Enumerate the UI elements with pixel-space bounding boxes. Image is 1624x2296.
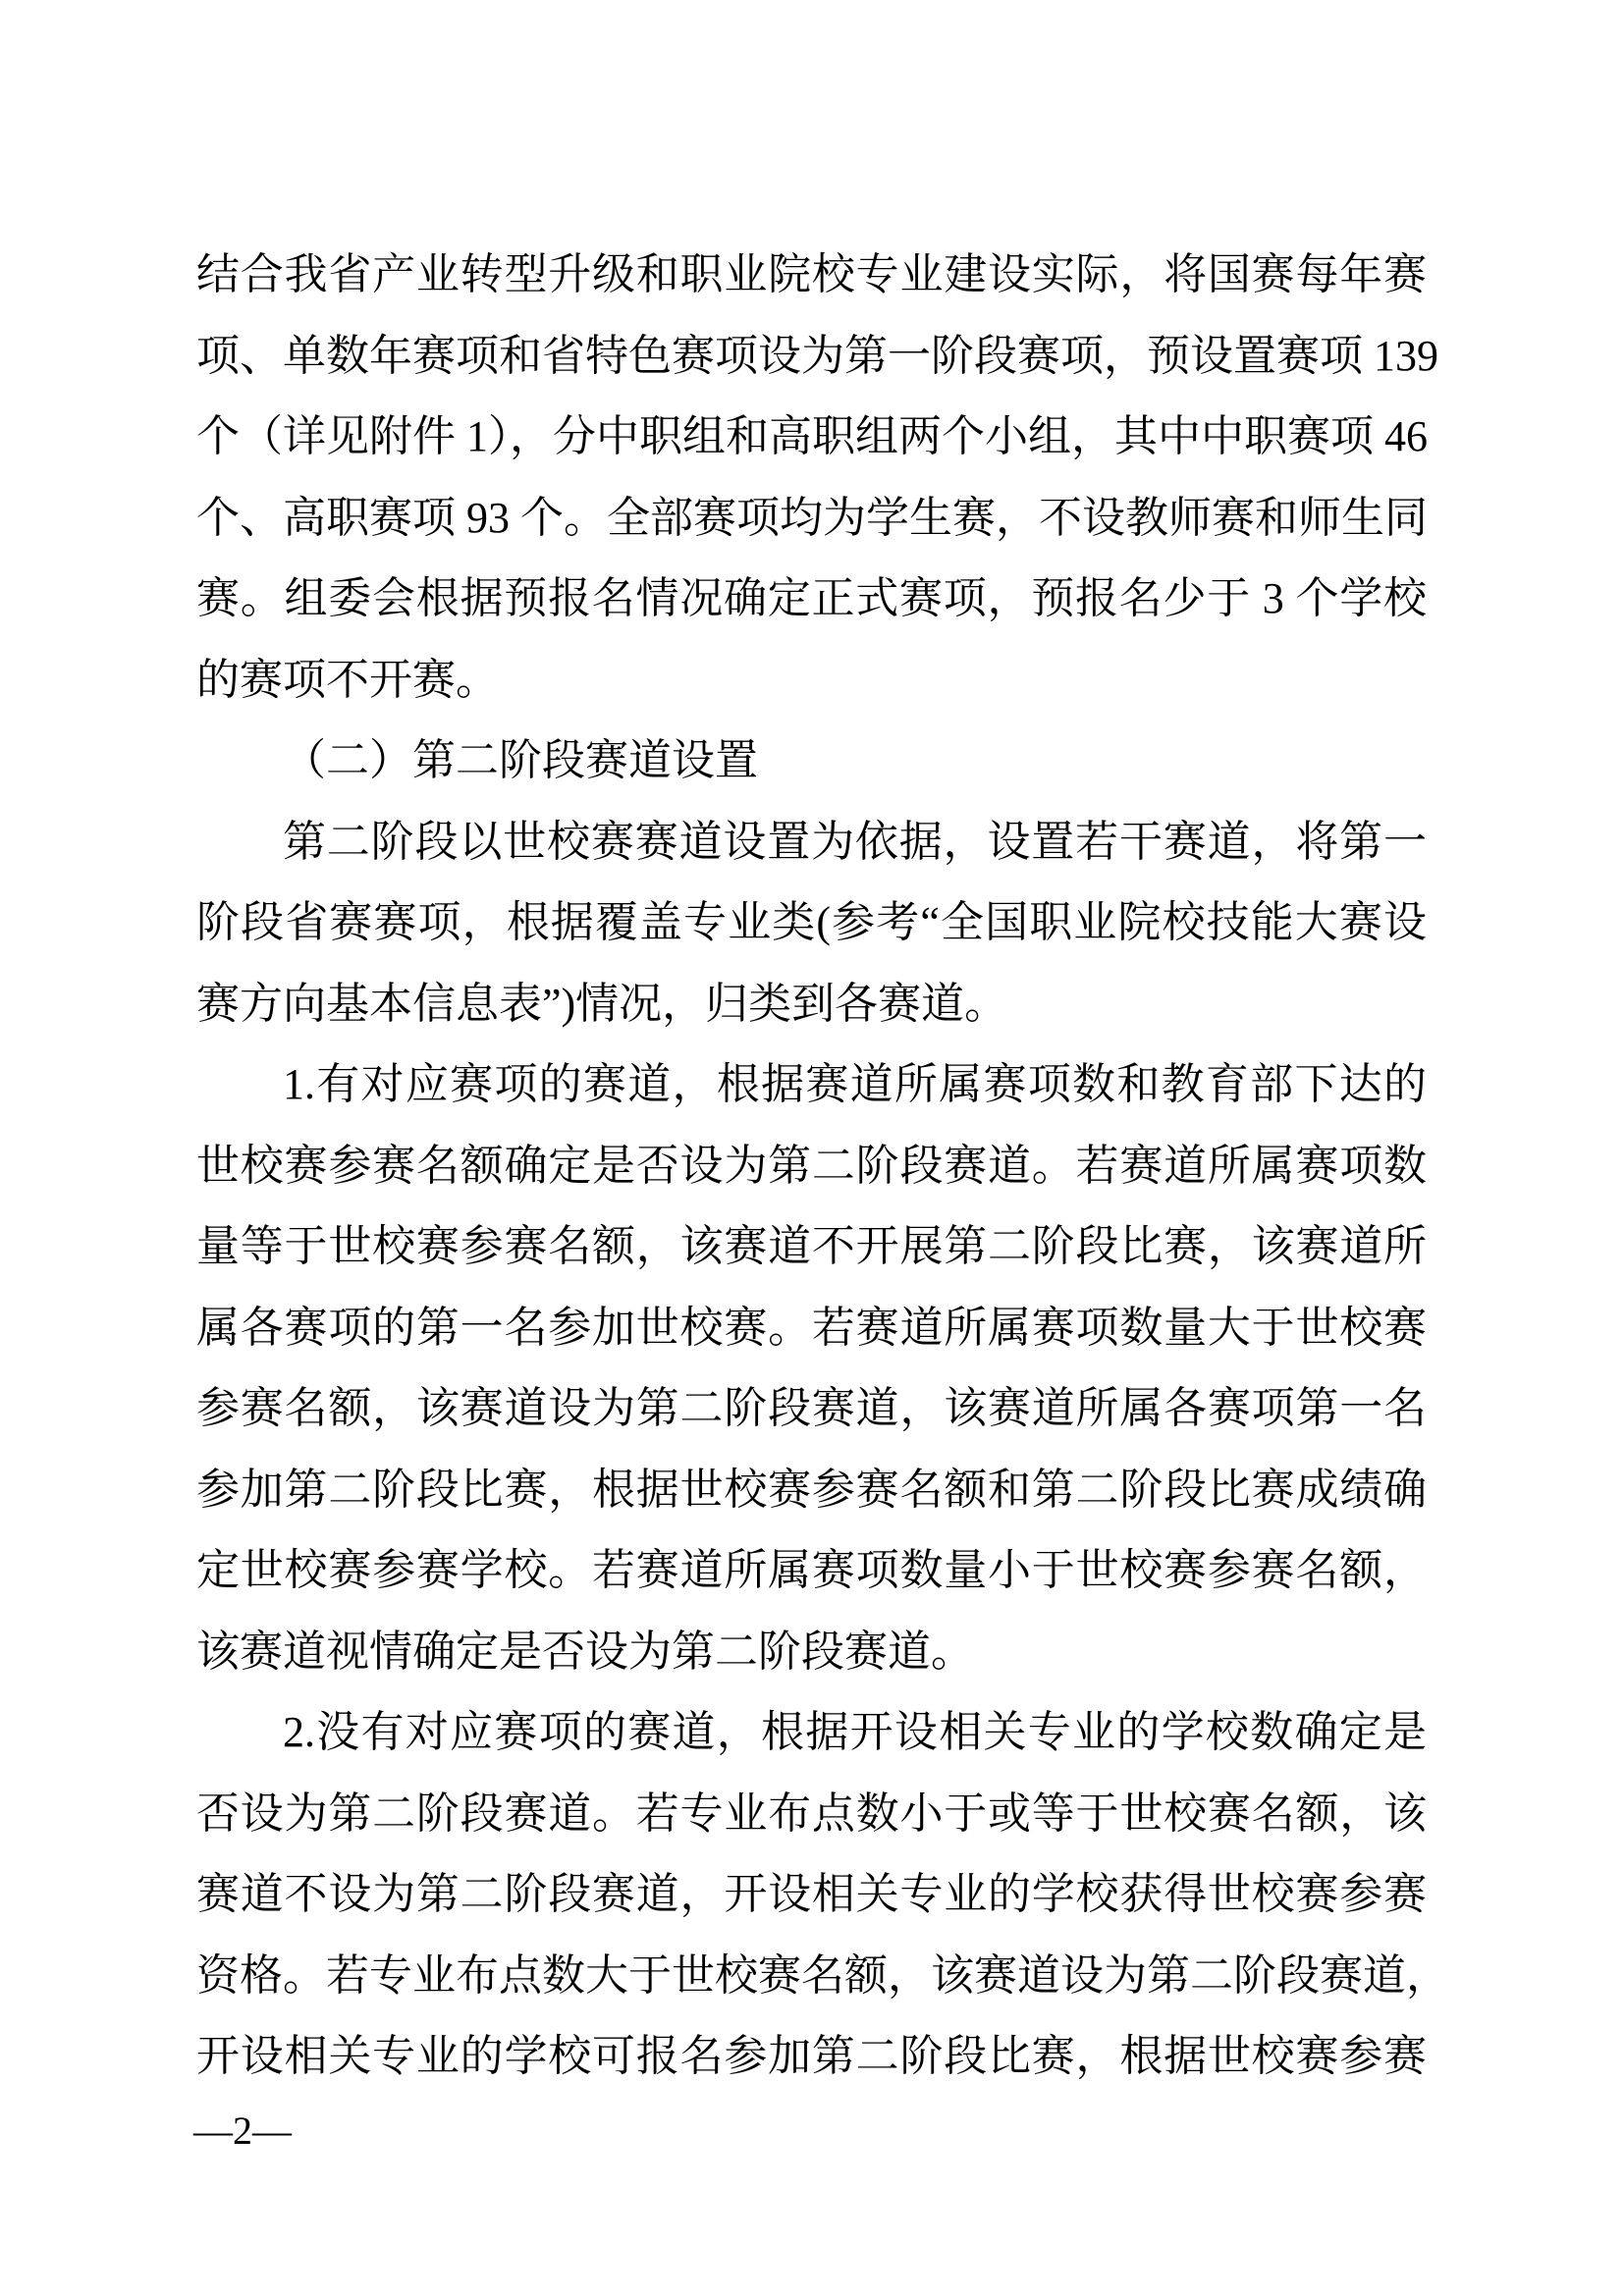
text-line: 否设为第二阶段赛道。若专业布点数小于或等于世校赛名额，该 bbox=[196, 1789, 1427, 1838]
list-item-2-line: 2.没有对应赛项的赛道，根据开设相关专业的学校数确定是 bbox=[283, 1708, 1427, 1756]
text-line: 赛道不设为第二阶段赛道，开设相关专业的学校获得世校赛参赛 bbox=[196, 1870, 1427, 1918]
text-line: 赛方向基本信息表”)情况，归类到各赛道。 bbox=[196, 979, 1008, 1028]
text-line: 项、单数年赛项和省特色赛项设为第一阶段赛项，预设置赛项 139 bbox=[196, 331, 1438, 380]
text-line: 赛。组委会根据预报名情况确定正式赛项，预报名少于 3 个学校 bbox=[196, 574, 1427, 622]
text-line: 开设相关专业的学校可报名参加第二阶段比赛，根据世校赛参赛 bbox=[196, 2032, 1427, 2080]
text-line: 第二阶段以世校赛赛道设置为依据，设置若干赛道，将第一 bbox=[283, 817, 1427, 866]
text-line: 结合我省产业转型升级和职业院校专业建设实际，将国赛每年赛 bbox=[196, 250, 1427, 298]
text-line: 定世校赛参赛学校。若赛道所属赛项数量小于世校赛参赛名额， bbox=[196, 1546, 1427, 1594]
text-line: 的赛项不开赛。 bbox=[196, 655, 499, 704]
document-body bbox=[196, 235, 1449, 2098]
text-line: 该赛道视情确定是否设为第二阶段赛道。 bbox=[196, 1627, 974, 1676]
text-line: 世校赛参赛名额确定是否设为第二阶段赛道。若赛道所属赛项数 bbox=[196, 1141, 1427, 1190]
page-number: —2— bbox=[193, 2109, 292, 2153]
text-line: 个、高职赛项 93 个。全部赛项均为学生赛，不设教师赛和师生同 bbox=[196, 493, 1428, 542]
text-line: 属各赛项的第一名参加世校赛。若赛道所属赛项数量大于世校赛 bbox=[196, 1303, 1427, 1352]
text-line: 阶段省赛赛项，根据覆盖专业类(参考“全国职业院校技能大赛设 bbox=[196, 898, 1427, 946]
text-line: 量等于世校赛参赛名额，该赛道不开展第二阶段比赛，该赛道所 bbox=[196, 1222, 1427, 1270]
list-item-1-line: 1.有对应赛项的赛道，根据赛道所属赛项数和教育部下达的 bbox=[283, 1060, 1427, 1108]
text-line: 个（详见附件 1），分中职组和高职组两个小组，其中中职赛项 46 bbox=[196, 412, 1428, 460]
section-heading: （二）第二阶段赛道设置 bbox=[283, 736, 758, 784]
text-line: 参赛名额，该赛道设为第二阶段赛道，该赛道所属各赛项第一名 bbox=[196, 1384, 1427, 1432]
text-line: 参加第二阶段比赛，根据世校赛参赛名额和第二阶段比赛成绩确 bbox=[196, 1465, 1427, 1514]
text-line: 资格。若专业布点数大于世校赛名额，该赛道设为第二阶段赛道， bbox=[196, 1950, 1449, 2000]
